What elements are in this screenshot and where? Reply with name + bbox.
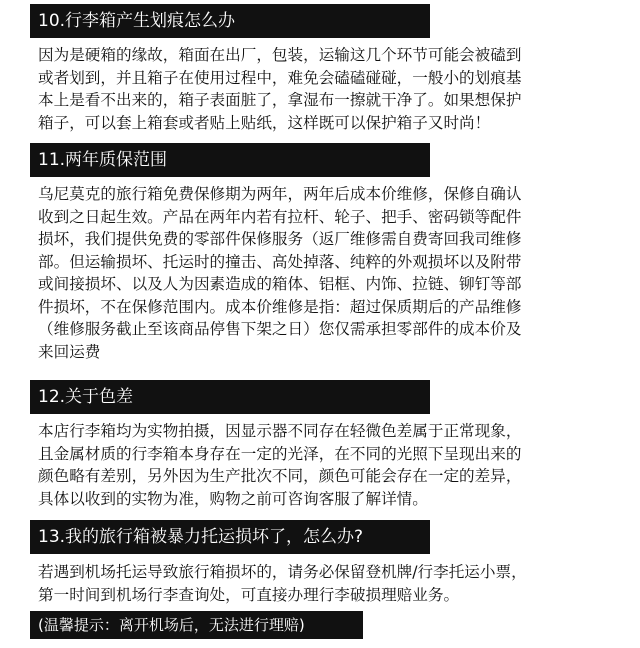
body-line: 具体以收到的实物为准，购物之前可咨询客服了解详情。 [38, 489, 428, 508]
section-title: 12.关于色差 [30, 380, 430, 414]
body-line: 颜色略有差别，另外因为生产批次不同，颜色可能会存在一定的差异， [38, 467, 522, 485]
body-line: 第一时间到机场行李查询处，可直接办理行李破损理赔业务。 [38, 585, 460, 604]
warm-tip-banner: (温馨提示：离开机场后，无法进行理赔) [30, 611, 363, 639]
section-body [38, 561, 598, 606]
body-line: 损坏，我们提供免费的零部件保修服务（返厂维修需自费寄回我司维修 [38, 230, 522, 248]
body-line: （维修服务截止至该商品停售下架之日）您仅需承担零部件的成本价及 [38, 320, 522, 338]
body-line: 件损坏，不在保修范围内。成本价维修是指：超过保质期后的产品维修 [38, 297, 522, 316]
body-line: 本上是看不出来的，箱子表面脏了，拿湿布一擦就干净了。如果想保护 [38, 91, 522, 109]
section-title: 11.两年质保范围 [30, 143, 430, 177]
body-line: 部。但运输损坏、托运时的撞击、高处掉落、纯粹的外观损坏以及附带 [38, 252, 522, 271]
body-line: 乌尼莫克的旅行箱免费保修期为两年，两年后成本价维修，保修自确认 [38, 185, 522, 203]
body-line: 或间接损坏、以及人为因素造成的箱体、铝框、内饰、拉链、铆钉等部 [38, 275, 522, 293]
body-line: 因为是硬箱的缘故，箱面在出厂，包装，运输这几个环节可能会被磕到 [38, 46, 522, 64]
body-line: 箱子，可以套上箱套或者贴上贴纸，这样既可以保护箱子又时尚！ [38, 113, 491, 132]
body-line: 收到之日起生效。产品在两年内若有拉杆、轮子、把手、密码锁等配件 [38, 207, 522, 226]
body-line: 或者划到，并且箱子在使用过程中，难免会磕磕碰碰，一般小的划痕基 [38, 68, 522, 87]
section-body [38, 44, 598, 134]
body-line: 若遇到机场托运导致旅行箱损坏的，请务必保留登机牌/行李托运小票， [38, 563, 527, 581]
section-body [38, 420, 598, 510]
body-line: 本店行李箱均为实物拍摄，因显示器不同存在轻微色差属于正常现象， [38, 422, 522, 440]
section-title: 13.我的旅行箱被暴力托运损坏了，怎么办? [30, 520, 430, 554]
body-line: 来回运费 [38, 342, 101, 361]
body-line: 且金属材质的行李箱本身存在一定的光泽，在不同的光照下呈现出来的 [38, 444, 522, 463]
section-body [38, 183, 598, 363]
section-title: 10.行李箱产生划痕怎么办 [30, 4, 430, 38]
